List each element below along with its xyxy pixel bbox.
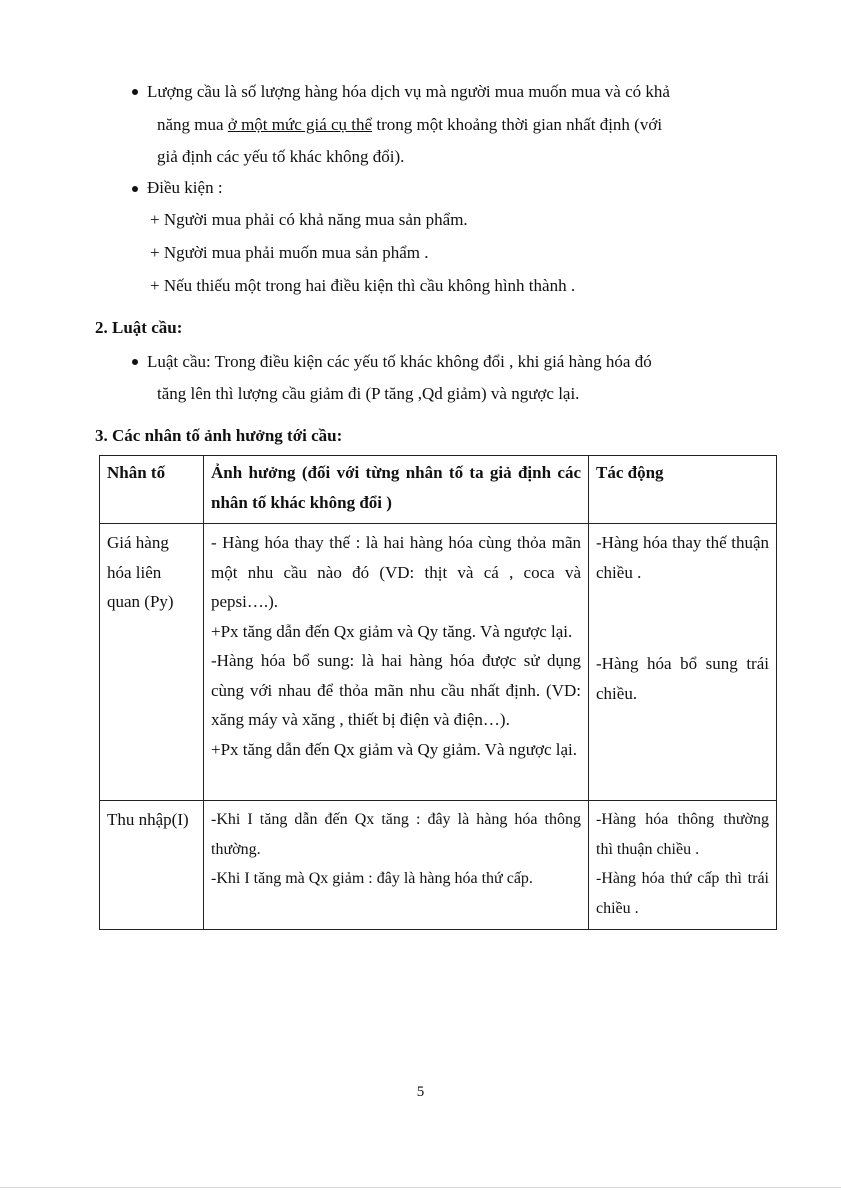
influence-paragraph: -Khi I tăng mà Qx giảm : đây là hàng hóa thứ cấp. bbox=[211, 870, 533, 887]
law-of-demand-line-1: Luật cầu: Trong điều kiện các yếu tố khác không đổi , khi giá hàng hóa đó bbox=[147, 352, 652, 371]
demand-definition-line-1: Lượng cầu là số lượng hàng hóa dịch vụ mà người mua muốn mua và có khả bbox=[147, 82, 670, 101]
condition-item: + Người mua phải có khả năng mua sản phẩm. bbox=[150, 210, 468, 229]
effect-cell bbox=[589, 524, 777, 801]
header-influence: Ảnh hưởng (đối với từng nhân tố ta giả định các nhân tố khác không đổi ) bbox=[204, 456, 589, 524]
bullet-dot bbox=[132, 186, 138, 192]
influence-paragraph: - Hàng hóa thay thế : là hai hàng hóa cùng thỏa mãn một nhu cầu nào đó (VD: thịt và cá , coca và pepsi….). bbox=[211, 533, 581, 611]
underlined-phrase: ở một mức giá cụ thể bbox=[227, 115, 373, 134]
footer-divider bbox=[0, 1187, 841, 1188]
influence-paragraph: +Px tăng dẫn đến Qx giảm và Qy tăng. Và ngược lại. bbox=[211, 621, 573, 641]
table-row bbox=[100, 524, 777, 801]
influence-cell bbox=[204, 524, 589, 801]
influence-paragraph: +Px tăng dẫn đến Qx giảm và Qy giảm. Và ngược lại. bbox=[211, 739, 577, 759]
influence-paragraph: -Hàng hóa bổ sung: là hai hàng hóa được sử dụng cùng với nhau để thỏa mãn nhu cầu nhất định. (VD: xăng máy và xăng , thiết bị điện và điện…). bbox=[211, 651, 581, 729]
table-header-row bbox=[100, 456, 777, 524]
table-row bbox=[100, 801, 777, 930]
influence-paragraph: -Khi I tăng dẫn đến Qx tăng : đây là hàng hóa thông thường. bbox=[211, 811, 581, 858]
effect-cell bbox=[589, 801, 777, 930]
bullet-dot bbox=[132, 89, 138, 95]
influence-cell bbox=[204, 801, 589, 930]
condition-item: + Người mua phải muốn mua sản phẩm . bbox=[150, 243, 429, 262]
spacer bbox=[596, 587, 769, 649]
condition-item: + Nếu thiếu một trong hai điều kiện thì cầu không hình thành . bbox=[150, 276, 576, 295]
page-number: 5 bbox=[416, 1084, 425, 1100]
effect-paragraph: -Hàng hóa thay thế thuận chiều . bbox=[596, 533, 769, 582]
factor-cell: Thu nhập(I) bbox=[100, 801, 204, 930]
effect-paragraph: -Hàng hóa thứ cấp thì trái chiều . bbox=[596, 870, 769, 917]
demand-definition-line-3: giả định các yếu tố khác không đổi). bbox=[157, 147, 405, 166]
header-effect: Tác động bbox=[589, 456, 777, 524]
demand-definition-line-2 bbox=[157, 115, 662, 135]
law-of-demand-line-2: tăng lên thì lượng cầu giảm đi (P tăng ,Qd giảm) và ngược lại. bbox=[157, 384, 580, 403]
factor-cell: Giá hàng hóa liên quan (Py) bbox=[100, 524, 204, 801]
bullet-dot bbox=[132, 359, 138, 365]
demand-factors-table bbox=[99, 455, 777, 930]
header-factor: Nhân tố bbox=[100, 456, 204, 524]
effect-paragraph: -Hàng hóa bổ sung trái chiều. bbox=[596, 654, 769, 703]
conditions-title: Điều kiện : bbox=[147, 178, 223, 197]
effect-paragraph: -Hàng hóa thông thường thì thuận chiều . bbox=[596, 811, 769, 858]
line-text: trong một khoảng thời gian nhất định (với bbox=[372, 115, 663, 134]
section-2-heading: 2. Luật cầu: bbox=[95, 318, 183, 337]
line-text: năng mua bbox=[157, 115, 228, 134]
section-3-heading: 3. Các nhân tố ảnh hưởng tới cầu: bbox=[95, 426, 343, 445]
